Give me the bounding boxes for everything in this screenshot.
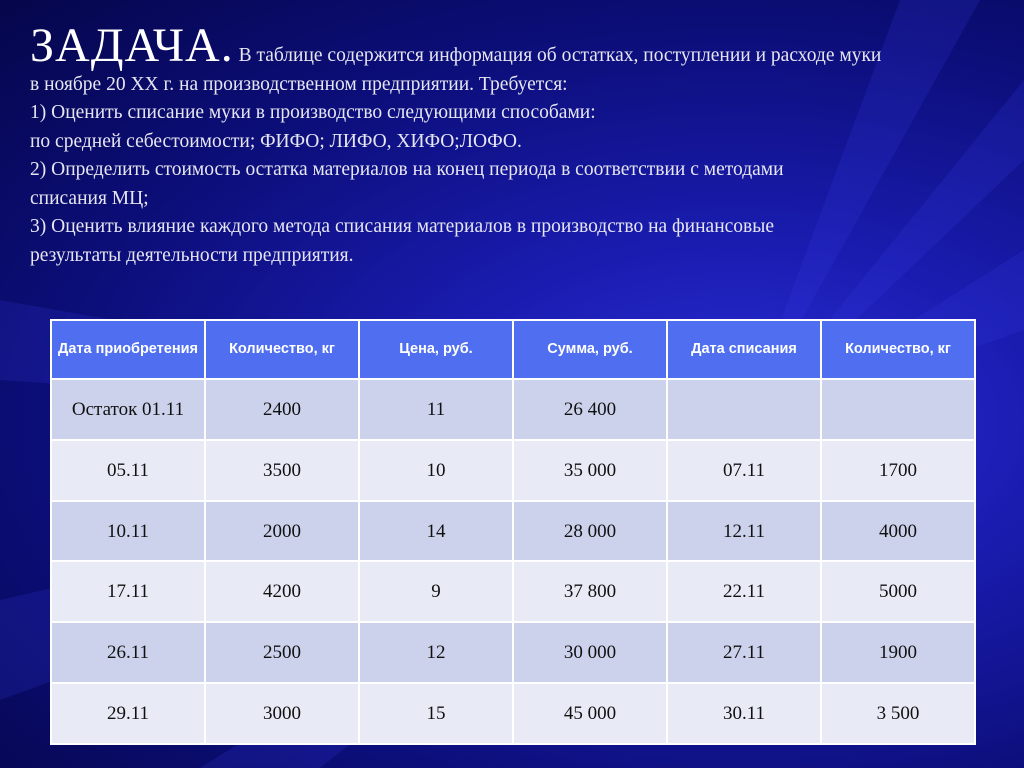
cell-sum: 37 800 xyxy=(513,561,667,622)
task-line-4: по средней себестоимости; ФИФО; ЛИФО, ХИФО;ЛОФО. xyxy=(30,130,522,152)
task-first-line xyxy=(30,19,1005,72)
table-header-row xyxy=(51,320,975,379)
task-description xyxy=(30,19,1005,270)
header-purchase-date: Дата приобретения xyxy=(51,320,205,379)
cell-writeoff-quantity: 5000 xyxy=(821,561,975,622)
cell-writeoff-date: 22.11 xyxy=(667,561,821,622)
cell-sum: 30 000 xyxy=(513,622,667,683)
cell-writeoff-quantity: 4000 xyxy=(821,501,975,562)
table-row xyxy=(51,440,975,501)
cell-quantity: 2400 xyxy=(205,379,359,440)
table-row xyxy=(51,561,975,622)
table-row xyxy=(51,379,975,440)
task-line-2: в ноябре 20 ХХ г. на производственном предприятии. Требуется: xyxy=(30,73,568,95)
header-price: Цена, руб. xyxy=(359,320,513,379)
header-writeoff-quantity: Количество, кг xyxy=(821,320,975,379)
cell-purchase-date: 17.11 xyxy=(51,561,205,622)
task-line-5: 2) Определить стоимость остатка материалов на конец периода в соответствии с методами xyxy=(30,159,784,180)
cell-price: 12 xyxy=(359,622,513,683)
cell-price: 14 xyxy=(359,501,513,562)
flour-inventory-table xyxy=(50,319,976,745)
task-line-8: результаты деятельности предприятия. xyxy=(30,244,354,266)
cell-purchase-date: 05.11 xyxy=(51,440,205,501)
task-line-3: 1) Оценить списание муки в производство следующими способами: xyxy=(30,102,596,123)
cell-sum: 28 000 xyxy=(513,501,667,562)
cell-writeoff-date: 30.11 xyxy=(667,683,821,744)
table-row xyxy=(51,501,975,562)
cell-price: 11 xyxy=(359,379,513,440)
cell-quantity: 2500 xyxy=(205,622,359,683)
header-writeoff-date: Дата списания xyxy=(667,320,821,379)
cell-purchase-date: 29.11 xyxy=(51,683,205,744)
table-row xyxy=(51,683,975,744)
cell-quantity: 4200 xyxy=(205,561,359,622)
cell-writeoff-quantity: 3 500 xyxy=(821,683,975,744)
table-row xyxy=(51,622,975,683)
task-line-1: В таблице содержится информация об остатках, поступлении и расходе муки xyxy=(238,45,882,66)
cell-writeoff-date xyxy=(667,379,821,440)
cell-writeoff-quantity: 1900 xyxy=(821,622,975,683)
cell-purchase-date: 10.11 xyxy=(51,501,205,562)
cell-purchase-date: Остаток 01.11 xyxy=(51,379,205,440)
task-line-7: 3) Оценить влияние каждого метода списания материалов в производство на финансовые xyxy=(30,216,774,237)
cell-quantity: 3500 xyxy=(205,440,359,501)
cell-writeoff-date: 27.11 xyxy=(667,622,821,683)
cell-price: 9 xyxy=(359,561,513,622)
cell-price: 15 xyxy=(359,683,513,744)
header-sum: Сумма, руб. xyxy=(513,320,667,379)
cell-writeoff-quantity xyxy=(821,379,975,440)
task-line-6: списания МЦ; xyxy=(30,187,149,209)
header-quantity: Количество, кг xyxy=(205,320,359,379)
cell-sum: 35 000 xyxy=(513,440,667,501)
cell-quantity: 2000 xyxy=(205,501,359,562)
cell-writeoff-quantity: 1700 xyxy=(821,440,975,501)
cell-writeoff-date: 12.11 xyxy=(667,501,821,562)
task-title: ЗАДАЧА. xyxy=(30,19,234,72)
cell-purchase-date: 26.11 xyxy=(51,622,205,683)
cell-sum: 26 400 xyxy=(513,379,667,440)
cell-quantity: 3000 xyxy=(205,683,359,744)
cell-sum: 45 000 xyxy=(513,683,667,744)
cell-price: 10 xyxy=(359,440,513,501)
cell-writeoff-date: 07.11 xyxy=(667,440,821,501)
